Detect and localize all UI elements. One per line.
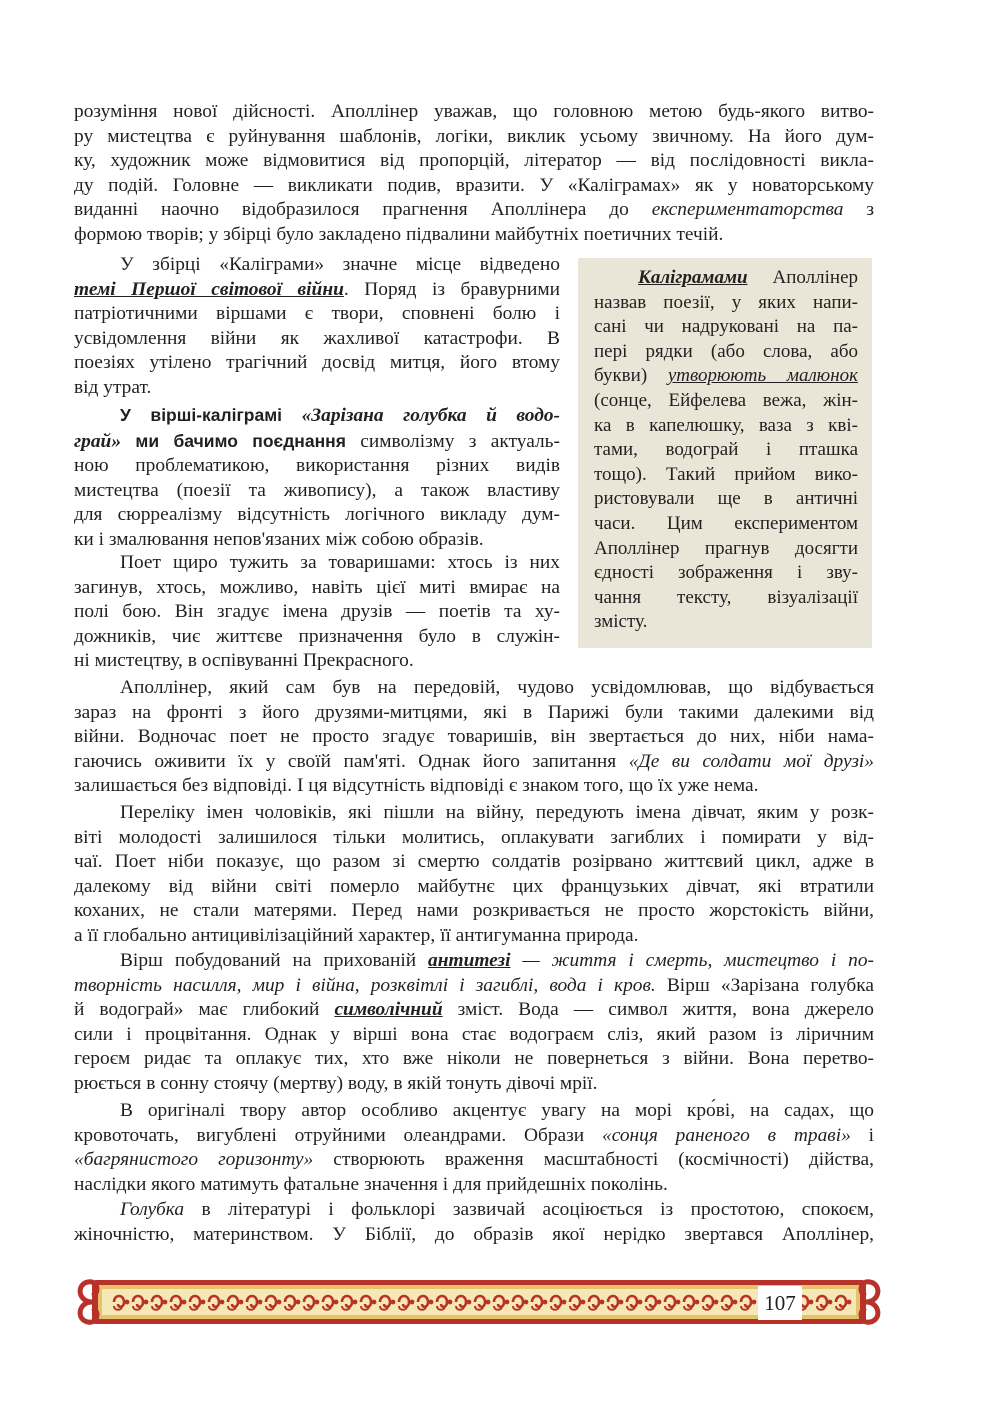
ornament-dot <box>277 1300 282 1305</box>
ornament-dot <box>619 1300 624 1305</box>
text-line: пері рядки (або слова, або <box>594 340 858 362</box>
text-line <box>74 403 560 429</box>
text-line: Вірш побудований на прихованій антитезі — життя і смерть, мистецтво і по- <box>120 950 874 971</box>
text-line: героєм ридає та оплакує тих, хто вже ніколи не повернеться з війни. Вона перетво- <box>74 1048 874 1070</box>
text-line: виданні наочно відобразилося прагнення Аполлінера до експериментаторства з <box>74 199 874 221</box>
ornament-dot <box>296 1300 301 1305</box>
ornament-dot <box>201 1300 206 1305</box>
text-line: часи. Цим експериментом <box>594 512 858 534</box>
text-line: формою творів; у збірці було закладено підвалини майбутніх поетичних течій. <box>74 223 724 245</box>
text-line: ною проблематикою, використання різних видів <box>74 455 560 477</box>
text-line: Голубка в літературі і фольклорі зазвичай асоціюється із простотою, спокоєм, <box>120 1199 874 1220</box>
text-line: Поет щиро тужить за товаришами: хтось із них <box>120 552 560 573</box>
ornament-dot <box>581 1300 586 1305</box>
paragraph-original <box>74 1099 874 1197</box>
text-line: ка в капелюшку, ваза з кві- <box>594 414 858 436</box>
key-term: Каліграмами <box>638 267 748 288</box>
text-line: полі бою. Він згадує імена друзів — поетів та ху- <box>74 601 560 623</box>
text-line: «багрянистого горизонту» створюють враження масштабності (космічності) дійства, <box>74 1149 874 1171</box>
ornament-dot <box>600 1300 605 1305</box>
text-line: (сонце, Ейфелева вежа, жін- <box>594 389 858 411</box>
text-line: сані чи надруковані на па- <box>594 316 858 338</box>
text-line: назвав поезії, у яких напи- <box>594 291 858 313</box>
quote: «багрянистого горизонту» <box>74 1149 314 1171</box>
ornament-dot <box>752 1300 757 1305</box>
ornament-dot <box>524 1300 529 1305</box>
ornament-dot <box>448 1300 453 1305</box>
ornament-dot <box>163 1300 168 1305</box>
key-term: антитезі <box>428 950 511 971</box>
page-number: 107 <box>758 1286 802 1320</box>
key-term: утворюють малюнок <box>667 365 859 387</box>
ornament-dot <box>562 1300 567 1305</box>
text-line: й водограй» має глибокий символічний зміст. Вода — символ життя, вона джерело <box>74 999 875 1021</box>
text-line: ду подій. Головне — викликати подив, вразити. У «Каліграмах» як у новаторському <box>74 174 874 196</box>
paragraph-intro <box>74 100 874 248</box>
text-line: а її глобально антицивілізаційний характер, її антигуманна природа. <box>74 924 639 946</box>
paragraph-antithesis <box>74 949 874 1097</box>
ornament-dot <box>429 1300 434 1305</box>
text-line: кровоточать, вигублені отруйними олеандрами. Образи «сонця раненого в траві» і <box>74 1124 874 1146</box>
text-line: жіночністю, материнством. У Біблії, до образів якої нерідко звертався Аполлінер, <box>74 1223 874 1245</box>
ornament-dot <box>828 1300 833 1305</box>
ornament-dot <box>239 1300 244 1305</box>
text-line: усвідомлення війни як жахливої катастрофи. В <box>74 327 560 349</box>
emphasis: експериментаторства <box>651 199 844 221</box>
ornament-dot <box>467 1300 472 1305</box>
text-line: єдності зображення і зву- <box>594 562 858 584</box>
ornament-dot <box>733 1300 738 1305</box>
sidebar-text <box>594 266 858 635</box>
paragraph-collection <box>74 253 560 401</box>
ornament-dot <box>220 1300 225 1305</box>
key-term: символічний <box>334 999 443 1021</box>
paragraph-friends <box>74 551 560 674</box>
ornament-dot <box>144 1300 149 1305</box>
definition-sidebar <box>578 258 872 648</box>
text-line: тощо). Такий прийом вико- <box>594 463 858 485</box>
paragraph-dove <box>74 1198 874 1247</box>
ornament-dot <box>353 1300 358 1305</box>
text-line: загинув, хтось, можливо, навіть цієї миті вмирає на <box>74 576 560 598</box>
text-line: У збірці «Каліграми» значне місце відведено <box>120 254 560 275</box>
ornament-dot <box>486 1300 491 1305</box>
ornament-inner <box>102 1289 856 1315</box>
text-line: війни. Водночас поет не просто згадує товаришів, він звертається до них, ніби нама- <box>74 726 874 748</box>
ornament-dot <box>505 1300 510 1305</box>
text-line: сили і процвітання. Однак у вірші вона стає водограєм сліз, який разом із ліричним <box>74 1023 874 1045</box>
text-line: коханих, не стали матерями. Перед нами розкривається не просто жорстокість війни, <box>74 900 874 922</box>
poem-title: «Зарізана голубка й водо- <box>301 405 561 426</box>
text-line: грай» ми бачимо поєднання символізму з актуаль- <box>74 430 560 452</box>
text-line: ку, художник може відмовитися від пропорцій, літератор — від послідовності викла- <box>74 150 874 172</box>
ornament-dot <box>638 1300 643 1305</box>
text-line: Аполлінер прагнув досягти <box>594 537 858 559</box>
ornament-dot <box>372 1300 377 1305</box>
text-line: чання тексту, візуалізації <box>594 586 858 608</box>
paragraph-front <box>74 676 874 799</box>
ornament-dot <box>410 1300 415 1305</box>
text-line: ру мистецтва є руйнування шаблонів, логіки, виклик усьому звичному. На його дум- <box>74 125 874 147</box>
text-line: рюється в сонну стоячу (мертву) воду, в якій тонуть дівочі мрії. <box>74 1072 598 1094</box>
ornament-dot <box>182 1300 187 1305</box>
ornament-dot <box>315 1300 320 1305</box>
ornament-dot <box>258 1300 263 1305</box>
quote: «Де ви солдати мої друзі» <box>628 750 874 772</box>
text-line: Аполлінер, який сам був на передовій, чудово усвідомлював, що відбувається <box>120 677 874 698</box>
text-line: віті молодості залишилося тільки молитись, оплакувати загиблих і помирати у від- <box>74 826 874 848</box>
ornament-dot <box>714 1300 719 1305</box>
key-term: темі Першої світової війни <box>74 278 344 300</box>
text-line: від утрат. <box>74 376 152 398</box>
text-line: букви) утворюють малюнок <box>594 365 859 387</box>
ornament-dot <box>334 1300 339 1305</box>
text-line: далекому від війни світі померло майбутнє цих французьких дівчат, які втратили <box>74 875 874 897</box>
text-line: мистецтва (поезії та живопису), а також властиву <box>74 479 560 501</box>
ornament-dot <box>676 1300 681 1305</box>
text-line: В оригіналі твору автор особливо акцентує увагу на морі кро́ві, на садах, що <box>120 1100 874 1121</box>
text-line: гаючись оживити їх у своїй пам'яті. Однак його запитання «Де ви солдати мої друзі» <box>74 750 874 772</box>
text-line: Переліку імен чоловіків, які пішли на війну, передують імена дівчат, яким у розк- <box>120 802 874 823</box>
text-line: творність насилля, мир і війна, розквітлі і загиблі, вода і кров. Вірш «Зарізана голубка <box>74 974 875 996</box>
ornament-dot <box>809 1300 814 1305</box>
text-line: ні мистецтву, в оспівуванні Прекрасного. <box>74 650 414 672</box>
ornament-dot <box>543 1300 548 1305</box>
text-line: ристовували ще в античні <box>594 488 858 510</box>
text-line: ки і змалювання непов'язаних між собою образів. <box>74 528 484 550</box>
bold-phrase: У вірші-каліграмі <box>120 405 302 425</box>
ornament-dot <box>657 1300 662 1305</box>
text-line: залишається без відповіді. І ця відсутність відповіді є знаком того, що їх уже нема. <box>74 775 759 797</box>
text-line: дожників, чиє життєве призначення було в служін- <box>74 625 560 647</box>
ornament-dot <box>125 1300 130 1305</box>
text-line: патріотичними віршами є твори, сповнені болю і <box>74 303 560 325</box>
text-line: Каліграмами Аполлінер <box>638 267 858 288</box>
text-line: тами, водограй і пташка <box>594 439 858 461</box>
paragraph-calligram-poem <box>74 403 560 553</box>
text-line: зараз на фронті з його друзями-митцями, які в Парижі були такими далекими від <box>74 701 874 723</box>
quote: «сонця раненого в траві» <box>602 1124 851 1146</box>
text-line: для сюрреалізму відсутність логічного викладу дум- <box>74 504 560 526</box>
paragraph-names <box>74 801 874 949</box>
ornament-dot <box>695 1300 700 1305</box>
ornament-dot <box>391 1300 396 1305</box>
text-line: розуміння нової дійсності. Аполлінер уважав, що головною метою будь-якого витво- <box>74 101 874 122</box>
text-line: поезіях утілено трагічний досвід митця, його втому <box>74 352 560 374</box>
ornament-dot <box>847 1300 852 1305</box>
text-line: чаї. Поет ніби показує, що разом зі смертю солдатів розірвано життєвий цикл, адже в <box>74 851 874 873</box>
text-line: наслідки якого матимуть фатальне значення і для прийдешніх поколінь. <box>74 1173 668 1195</box>
text-line: змісту. <box>594 611 648 633</box>
text-line: темі Першої світової війни. Поряд із бравурними <box>74 278 560 300</box>
